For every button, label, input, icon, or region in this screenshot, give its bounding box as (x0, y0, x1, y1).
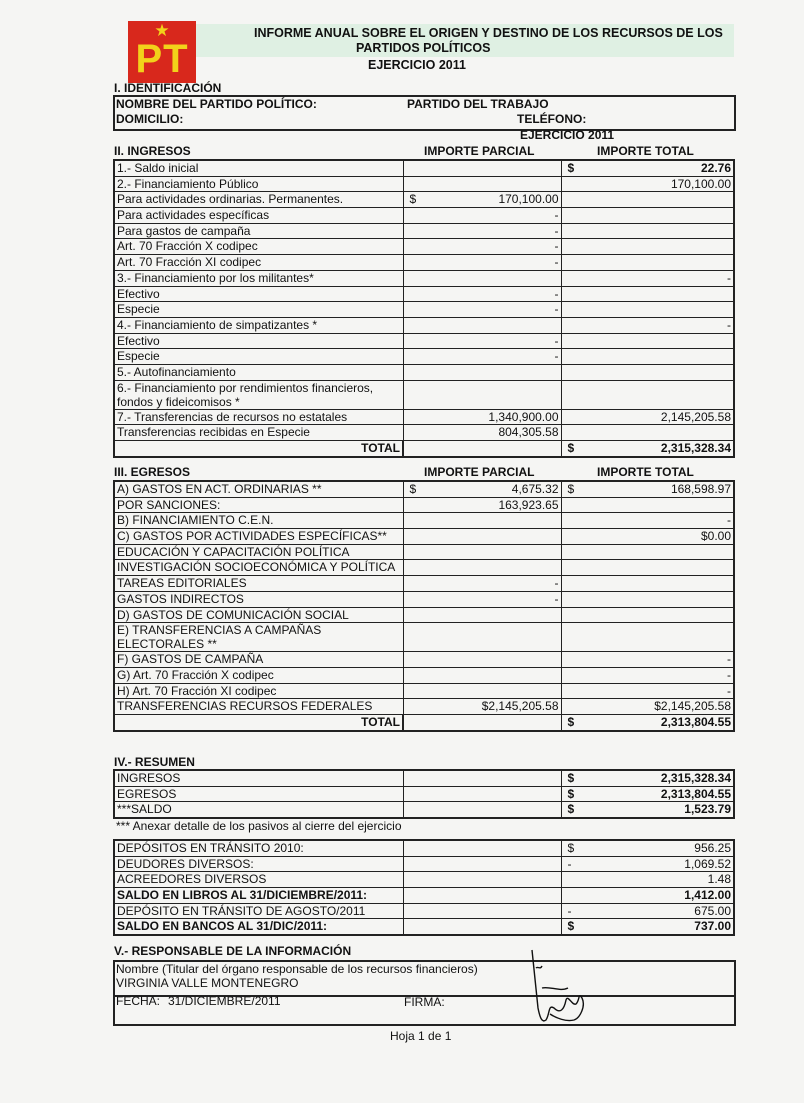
row-total (561, 302, 734, 318)
ejercicio-label: EJERCICIO 2011 (520, 128, 615, 142)
currency-symbol: $ (409, 192, 417, 207)
report-title-line3: EJERCICIO 2011 (368, 58, 466, 72)
row-label (114, 786, 403, 802)
row-label-text: F) GASTOS DE CAMPAÑA (117, 652, 264, 667)
table-row (114, 208, 734, 224)
table-row (114, 856, 734, 872)
row-label (114, 208, 403, 224)
table-row (114, 255, 734, 271)
table-row (114, 840, 734, 856)
row-total-text: - (727, 317, 731, 332)
row-value-text: 1,412.00 (684, 888, 731, 903)
row-parcial (403, 607, 561, 623)
row-parcial-text: - (554, 223, 559, 238)
row-label-text: INVESTIGACIÓN SOCIOECONÓMICA Y POLÍTICA (117, 560, 396, 575)
row-label (114, 481, 403, 497)
row-label (114, 623, 403, 652)
row-total (561, 699, 734, 715)
row-value-text: 737.00 (694, 919, 731, 934)
row-total (561, 513, 734, 529)
row-label-text: EDUCACIÓN Y CAPACITACIÓN POLÍTICA (117, 544, 350, 559)
row-parcial-text: 4,675.32 (511, 482, 559, 496)
table-row (114, 544, 734, 560)
row-label (114, 607, 403, 623)
row-label-text: ACREEDORES DIVERSOS (117, 872, 267, 887)
table-row (114, 513, 734, 529)
row-total-text: $0.00 (700, 529, 731, 544)
total-value-text: 2,315,328.34 (660, 441, 731, 455)
row-label (114, 409, 403, 425)
row-parcial (403, 255, 561, 271)
row-empty (403, 770, 561, 786)
table-row (114, 872, 734, 888)
ingresos-col-total: IMPORTE TOTAL (597, 144, 694, 158)
row-parcial (403, 286, 561, 302)
table-row (114, 223, 734, 239)
row-parcial (403, 349, 561, 365)
row-parcial (403, 160, 561, 176)
row-parcial (403, 529, 561, 545)
currency-symbol: $ (567, 841, 575, 855)
section-resumen-heading: IV.- RESUMEN (114, 755, 195, 769)
row-label (114, 223, 403, 239)
row-label-text: POR SANCIONES: (117, 497, 221, 512)
total-row (114, 714, 734, 730)
row-parcial (403, 270, 561, 286)
row-parcial (403, 192, 561, 208)
row-label-text: SALDO EN BANCOS AL 31/DIC/2011: (117, 919, 328, 934)
total-label-text: TOTAL (361, 441, 400, 455)
row-value-text: 2,315,328.34 (660, 771, 731, 785)
table-row (114, 481, 734, 497)
table-row (114, 802, 734, 818)
row-empty (403, 888, 561, 904)
row-label-text: D) GASTOS DE COMUNICACIÓN SOCIAL (117, 607, 349, 622)
currency-symbol: $ (567, 161, 575, 175)
responsable-nombre-label: Nombre (Titular del órgano responsable de los recursos financieros) (116, 962, 478, 976)
row-total (561, 239, 734, 255)
row-value (561, 919, 734, 935)
total-value (561, 714, 734, 730)
table-row (114, 903, 734, 919)
row-empty (403, 903, 561, 919)
row-label (114, 919, 403, 935)
total-row (114, 441, 734, 457)
row-label (114, 255, 403, 271)
row-empty (403, 840, 561, 856)
row-total (561, 176, 734, 192)
row-parcial-text: 1,340,900.00 (488, 409, 559, 424)
row-empty (403, 919, 561, 935)
currency-symbol: - (567, 856, 572, 871)
row-empty (403, 856, 561, 872)
total-value-text: 2,313,804.55 (660, 714, 731, 729)
currency-symbol: $ (409, 482, 417, 496)
section-egresos-heading: III. EGRESOS (114, 465, 191, 479)
currency-symbol: $ (567, 802, 575, 817)
row-value-text: 1,523.79 (684, 802, 731, 817)
row-value-text: 2,313,804.55 (660, 786, 731, 801)
row-label-text: 6.- Financiamiento por rendimientos financieros, fondos y fideicomisos * (117, 380, 374, 409)
row-label (114, 856, 403, 872)
row-label-text: DEPÓSITOS EN TRÁNSITO 2010: (117, 841, 304, 855)
row-empty (403, 872, 561, 888)
row-parcial (403, 208, 561, 224)
row-total-text: 2,145,205.58 (660, 409, 731, 424)
currency-symbol: $ (567, 714, 575, 729)
row-total (561, 192, 734, 208)
row-total (561, 623, 734, 652)
row-label (114, 872, 403, 888)
table-row (114, 302, 734, 318)
row-label-text: EGRESOS (117, 786, 177, 801)
table-row (114, 560, 734, 576)
row-parcial (403, 497, 561, 513)
row-total (561, 576, 734, 592)
row-value (561, 872, 734, 888)
row-value-text: 1.48 (707, 872, 731, 887)
row-parcial-text: $2,145,205.58 (481, 699, 559, 714)
row-label-text: DEUDORES DIVERSOS: (117, 856, 254, 871)
row-total (561, 380, 734, 409)
report-title-line1: INFORME ANUAL SOBRE EL ORIGEN Y DESTINO DE LOS RECURSOS DE LOS (254, 26, 723, 40)
row-parcial (403, 176, 561, 192)
row-label-text: Art. 70 Fracción X codipec (117, 239, 258, 254)
row-total-text: - (727, 667, 731, 682)
party-name-label: NOMBRE DEL PARTIDO POLÍTICO: (116, 97, 317, 111)
row-label (114, 497, 403, 513)
row-total (561, 333, 734, 349)
table-row (114, 888, 734, 904)
row-total (561, 544, 734, 560)
row-parcial (403, 576, 561, 592)
row-label-text: Especie (117, 349, 160, 364)
row-value-text: 956.25 (694, 841, 731, 855)
table-row (114, 786, 734, 802)
row-label (114, 652, 403, 668)
row-parcial (403, 223, 561, 239)
total-value (561, 441, 734, 457)
row-value (561, 888, 734, 904)
table-row (114, 919, 734, 935)
row-label (114, 176, 403, 192)
table-row (114, 286, 734, 302)
table-row (114, 529, 734, 545)
section-ingresos-heading: II. INGRESOS (114, 144, 191, 158)
telefono-label: TELÉFONO: (517, 112, 587, 126)
row-label-text: Art. 70 Fracción XI codipec (117, 255, 262, 270)
row-parcial (403, 699, 561, 715)
row-parcial-text: - (554, 302, 559, 317)
row-value (561, 856, 734, 872)
row-label (114, 364, 403, 380)
row-parcial (403, 317, 561, 333)
resumen-table (113, 769, 735, 819)
row-label (114, 529, 403, 545)
table-row (114, 380, 734, 409)
fecha-label: FECHA: (116, 994, 161, 1008)
row-parcial (403, 683, 561, 699)
total-label (114, 441, 403, 457)
row-parcial (403, 544, 561, 560)
egresos-col-total: IMPORTE TOTAL (597, 465, 694, 479)
row-label-text: TRANSFERENCIAS RECURSOS FEDERALES (117, 699, 373, 714)
table-row (114, 425, 734, 441)
row-parcial-text: - (554, 286, 559, 301)
row-parcial-text: 804,305.58 (498, 425, 559, 440)
row-label-text: SALDO EN LIBROS AL 31/DICIEMBRE/2011: (117, 888, 368, 903)
table-row (114, 652, 734, 668)
row-total (561, 497, 734, 513)
table-row (114, 160, 734, 176)
row-label (114, 349, 403, 365)
row-label (114, 840, 403, 856)
row-parcial (403, 623, 561, 652)
row-parcial (403, 667, 561, 683)
row-label-text: G) Art. 70 Fracción X codipec (117, 667, 274, 682)
row-parcial-text: - (554, 239, 559, 254)
currency-symbol: $ (567, 441, 575, 455)
total-parcial (403, 441, 561, 457)
row-label (114, 802, 403, 818)
row-value (561, 903, 734, 919)
responsable-nombre-value: VIRGINIA VALLE MONTENEGRO (116, 976, 299, 990)
firma-label: FIRMA: (404, 995, 445, 1009)
currency-symbol: $ (567, 919, 575, 934)
domicilio-label: DOMICILIO: (116, 112, 184, 126)
row-label (114, 286, 403, 302)
row-value (561, 786, 734, 802)
row-parcial-text: - (554, 255, 559, 270)
row-total (561, 481, 734, 497)
row-value (561, 770, 734, 786)
row-label-text: DEPÓSITO EN TRÁNSITO DE AGOSTO/2011 (117, 903, 366, 918)
row-label (114, 380, 403, 409)
row-label-text: A) GASTOS EN ACT. ORDINARIAS ** (117, 482, 322, 496)
row-total (561, 409, 734, 425)
total-label-text: TOTAL (361, 714, 400, 729)
table-row (114, 770, 734, 786)
row-label-text: Para gastos de campaña (117, 223, 251, 238)
egresos-col-parcial: IMPORTE PARCIAL (424, 465, 535, 479)
row-label (114, 903, 403, 919)
row-label-text: 7.- Transferencias de recursos no estatales (117, 409, 348, 424)
row-label-text: B) FINANCIAMIENTO C.E.N. (117, 513, 274, 528)
row-label-text: E) TRANSFERENCIAS A CAMPAÑAS ELECTORALES ** (117, 623, 322, 652)
row-parcial (403, 380, 561, 409)
row-parcial-text: - (554, 591, 559, 606)
row-label (114, 544, 403, 560)
row-label (114, 425, 403, 441)
row-total (561, 286, 734, 302)
table-row (114, 349, 734, 365)
row-total-text: - (727, 513, 731, 528)
row-total (561, 160, 734, 176)
row-total (561, 425, 734, 441)
row-label-text: 3.- Financiamiento por los militantes* (117, 270, 314, 285)
currency-symbol: $ (567, 482, 575, 496)
row-total (561, 223, 734, 239)
row-parcial (403, 239, 561, 255)
row-label (114, 667, 403, 683)
row-total (561, 529, 734, 545)
row-total (561, 652, 734, 668)
total-label (114, 714, 403, 730)
report-title-line2: PARTIDOS POLÍTICOS (356, 41, 491, 55)
row-value-text: 1,069.52 (684, 856, 731, 871)
table-row (114, 409, 734, 425)
row-label (114, 560, 403, 576)
row-parcial (403, 302, 561, 318)
ingresos-col-parcial: IMPORTE PARCIAL (424, 144, 535, 158)
row-label (114, 888, 403, 904)
row-label (114, 160, 403, 176)
row-label (114, 699, 403, 715)
row-parcial (403, 425, 561, 441)
row-label (114, 591, 403, 607)
egresos-table (113, 480, 735, 732)
row-parcial (403, 560, 561, 576)
row-parcial-text: 163,923.65 (498, 497, 559, 512)
row-value (561, 840, 734, 856)
table-row (114, 576, 734, 592)
row-label-text: TAREAS EDITORIALES (117, 576, 247, 591)
section-identificacion-heading: I. IDENTIFICACIÓN (114, 81, 222, 95)
row-empty (403, 802, 561, 818)
row-total-text: 168,598.97 (670, 482, 731, 496)
table-row (114, 364, 734, 380)
row-parcial-text: - (554, 208, 559, 223)
ingresos-table (113, 159, 735, 458)
row-label-text: 5.- Autofinanciamiento (117, 364, 236, 379)
table-row (114, 607, 734, 623)
row-total (561, 683, 734, 699)
row-value (561, 802, 734, 818)
row-label (114, 576, 403, 592)
row-label (114, 239, 403, 255)
row-label-text: H) Art. 70 Fracción XI codipec (117, 683, 277, 698)
row-parcial-text: - (554, 576, 559, 591)
row-total (561, 560, 734, 576)
row-total-text: $2,145,205.58 (654, 699, 731, 714)
row-total (561, 667, 734, 683)
row-total (561, 591, 734, 607)
row-parcial (403, 652, 561, 668)
row-label-text: ***SALDO (117, 802, 172, 817)
row-total (561, 317, 734, 333)
row-label (114, 270, 403, 286)
row-empty (403, 786, 561, 802)
currency-symbol: - (567, 903, 572, 918)
signature-icon (520, 948, 590, 1028)
row-label-text: 4.- Financiamiento de simpatizantes * (117, 317, 318, 332)
table-row (114, 192, 734, 208)
row-parcial (403, 481, 561, 497)
table-row (114, 333, 734, 349)
row-label-text: Efectivo (117, 333, 160, 348)
row-label-text: Especie (117, 302, 160, 317)
row-parcial (403, 591, 561, 607)
row-parcial (403, 409, 561, 425)
row-label (114, 192, 403, 208)
resumen-note: *** Anexar detalle de los pasivos al cierre del ejercicio (116, 819, 402, 833)
row-label (114, 333, 403, 349)
row-parcial (403, 513, 561, 529)
row-total-text: 170,100.00 (670, 176, 731, 191)
row-label-text: Transferencias recibidas en Especie (117, 425, 310, 440)
row-total-text: - (727, 270, 731, 285)
row-label-text: Efectivo (117, 286, 160, 301)
currency-symbol: $ (567, 771, 575, 785)
row-label-text: Para actividades específicas (117, 208, 270, 223)
table-row (114, 683, 734, 699)
star-icon: ★ (154, 21, 170, 40)
row-parcial (403, 333, 561, 349)
party-name-value: PARTIDO DEL TRABAJO (407, 97, 549, 111)
row-total (561, 255, 734, 271)
row-parcial-text: - (554, 333, 559, 348)
table-row (114, 317, 734, 333)
row-total (561, 349, 734, 365)
row-label (114, 770, 403, 786)
row-total (561, 607, 734, 623)
row-label (114, 302, 403, 318)
row-label-text: INGRESOS (117, 771, 181, 785)
table-row (114, 176, 734, 192)
row-total-text: 22.76 (700, 161, 731, 175)
row-parcial (403, 364, 561, 380)
table-row (114, 699, 734, 715)
row-label (114, 317, 403, 333)
row-label-text: 1.- Saldo inicial (117, 161, 199, 175)
fecha-value: 31/DICIEMBRE/2011 (168, 994, 281, 1008)
row-label-text: Para actividades ordinarias. Permanentes. (117, 192, 344, 207)
row-label-text: GASTOS INDIRECTOS (117, 591, 244, 606)
row-label (114, 513, 403, 529)
conciliacion-table (113, 839, 735, 936)
row-total (561, 270, 734, 286)
total-parcial (403, 714, 561, 730)
logo-text: PT (135, 37, 189, 81)
table-row (114, 239, 734, 255)
row-total-text: - (727, 652, 731, 667)
row-label-text: C) GASTOS POR ACTIVIDADES ESPECÍFICAS** (117, 529, 387, 544)
page-number: Hoja 1 de 1 (390, 1029, 452, 1043)
table-row (114, 667, 734, 683)
currency-symbol: $ (567, 786, 575, 801)
row-value-text: 675.00 (694, 903, 731, 918)
section-responsable-heading: V.- RESPONSABLE DE LA INFORMACIÓN (114, 944, 352, 958)
row-label (114, 683, 403, 699)
row-label-text: 2.- Financiamiento Público (117, 176, 259, 191)
row-parcial-text: 170,100.00 (498, 192, 559, 207)
row-parcial-text: - (554, 349, 559, 364)
table-row (114, 497, 734, 513)
row-total (561, 208, 734, 224)
table-row (114, 591, 734, 607)
table-row (114, 270, 734, 286)
row-total-text: - (727, 683, 731, 698)
row-total (561, 364, 734, 380)
party-logo (128, 21, 196, 83)
table-row (114, 623, 734, 652)
